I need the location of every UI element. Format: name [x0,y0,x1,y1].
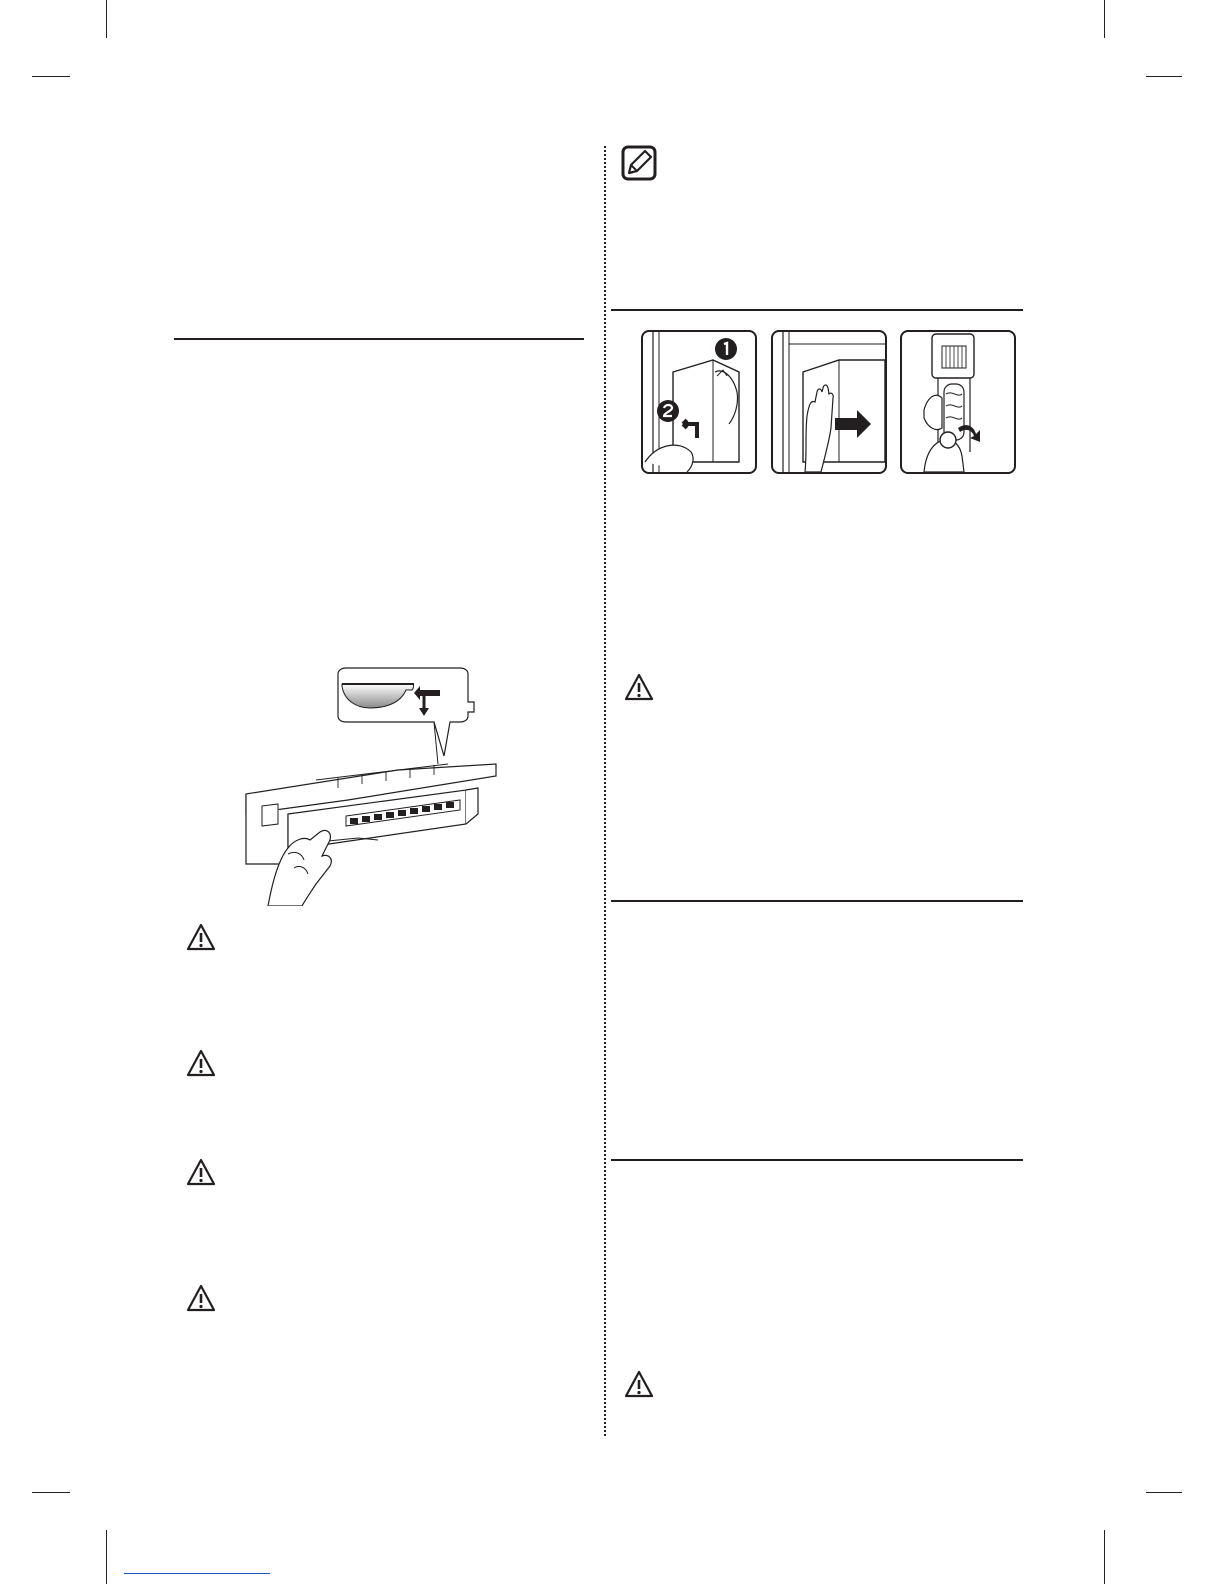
crop-mark-top-left-vertical [106,0,107,38]
warning-triangle-icon [186,1284,216,1312]
crop-mark-bottom-left-vertical [106,1530,107,1584]
filter-step-panel-3 [900,330,1016,474]
warning-triangle-icon [186,923,216,951]
footer-link-underline[interactable] [124,1573,270,1574]
crop-mark-bottom-right-vertical [1104,1530,1105,1584]
section-rule-right-1 [611,309,1023,311]
crop-mark-top-left-horizontal [32,76,70,77]
crop-mark-bottom-left-horizontal [32,1492,70,1493]
crop-mark-top-right-vertical [1104,0,1105,38]
section-rule-right-3 [611,1159,1023,1161]
column-divider [604,146,606,1436]
filter-step-panel-1 [641,330,757,474]
note-pencil-icon [621,145,657,181]
filter-step-panel-2 [771,330,887,474]
section-rule-left [174,338,584,340]
warning-triangle-icon [624,1370,654,1398]
warning-triangle-icon [624,673,654,701]
step-2-badge-icon [657,400,679,422]
warning-triangle-icon [186,1158,216,1186]
crop-mark-bottom-right-horizontal [1146,1492,1182,1493]
crop-mark-top-right-horizontal [1146,76,1182,77]
step-1-badge-icon [715,338,737,360]
ice-maker-illustration [238,664,500,906]
section-rule-right-2 [611,900,1023,902]
warning-triangle-icon [186,1049,216,1077]
